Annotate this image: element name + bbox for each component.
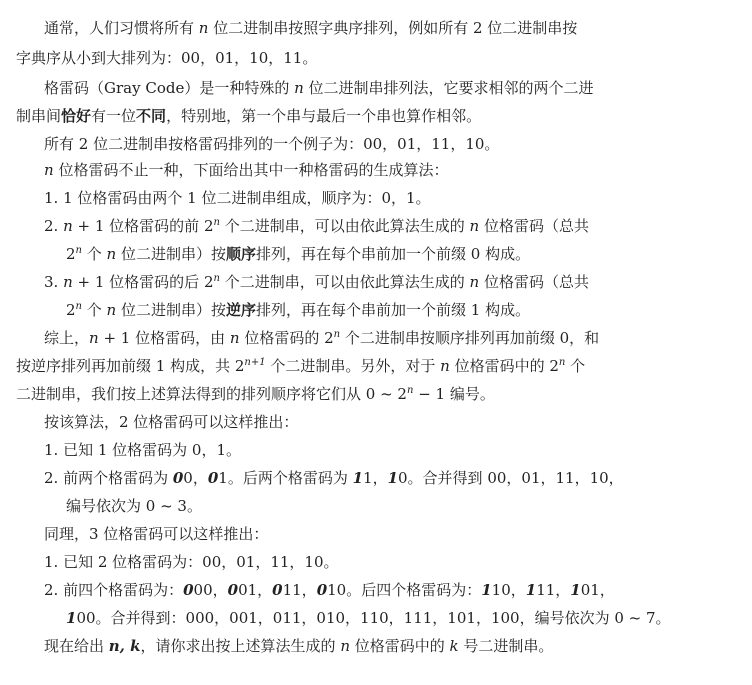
para7: 同理，3 位格雷码可以这样推出： (44, 525, 269, 543)
para8: 现在给出 n, k，请你求出按上述算法生成的 n 位格雷码中的 k 号二进制串。 (44, 637, 554, 655)
para4: n 位格雷码不止一种，下面给出其中一种格雷码的生成算法： (44, 161, 449, 179)
para2-line2: 制串间恰好有一位不同，特别地，第一个串与最后一个串也算作相邻。 (16, 107, 482, 125)
list3-item2-line1: 2. 前四个格雷码为：000，001，011，010。后四个格雷码为：110，111，101， (44, 581, 615, 599)
para1-line2: 字典序从小到大排列为：00，01，10，11。 (16, 49, 318, 67)
list3-item2-line2: 100。合并得到：000，001，011，010，110，111，101，100，编号依次为 0 ~ 7。 (66, 609, 671, 627)
para5-line3: 二进制串，我们按上述算法得到的排列顺序将它们从 0 ~ $2^n - 1$ 编号。 (16, 385, 495, 403)
list1-item2-line2: 2$^n$ 个 n 位二进制串）按顺序排列，再在每个串前加一个前缀 0 构成。 (66, 245, 531, 263)
list2-item1: 1. 已知 1 位格雷码为 0，1。 (44, 441, 242, 459)
list2-item2-line2: 编号依次为 0 ~ 3。 (66, 497, 202, 515)
list3-item1: 1. 已知 2 位格雷码为：00，01，11，10。 (44, 553, 339, 571)
para2-line1: 格雷码（Gray Code）是一种特殊的 n 位二进制串排列法，它要求相邻的两个二进 (44, 79, 594, 97)
list1-item2-line1: 2. n + 1 位格雷码的前 2$^n$ 个二进制串，可以由依此算法生成的 n 位格雷码（总共 (44, 217, 589, 235)
para5-line2: 按逆序排列再加前缀 1 构成，共 $2^{n+1}$ 个二进制串。另外，对于 n 位格雷码中的 2$^n$ 个 (16, 357, 586, 375)
para3: 所有 2 位二进制串按格雷码排列的一个例子为：00，01，11，10。 (44, 135, 500, 153)
para6: 按该算法，2 位格雷码可以这样推出： (44, 413, 299, 431)
para5-line1: 综上，n + 1 位格雷码，由 n 位格雷码的 2$^n$ 个二进制串按顺序排列再加前缀 0，和 (44, 329, 600, 347)
list1-item3-line2: 2$^n$ 个 n 位二进制串）按逆序排列，再在每个串前加一个前缀 1 构成。 (66, 301, 531, 319)
list1-item3-line1: 3. n + 1 位格雷码的后 2$^n$ 个二进制串，可以由依此算法生成的 n 位格雷码（总共 (44, 273, 589, 291)
list1-item1: 1. 1 位格雷码由两个 1 位二进制串组成，顺序为：0，1。 (44, 189, 431, 207)
list2-item2-line1: 2. 前两个格雷码为 00，01。后两个格雷码为 11，10。合并得到 00，01，11，10， (44, 469, 624, 487)
para1-line1: 通常，人们习惯将所有 n 位二进制串按照字典序排列，例如所有 2 位二进制串按 (44, 19, 578, 37)
